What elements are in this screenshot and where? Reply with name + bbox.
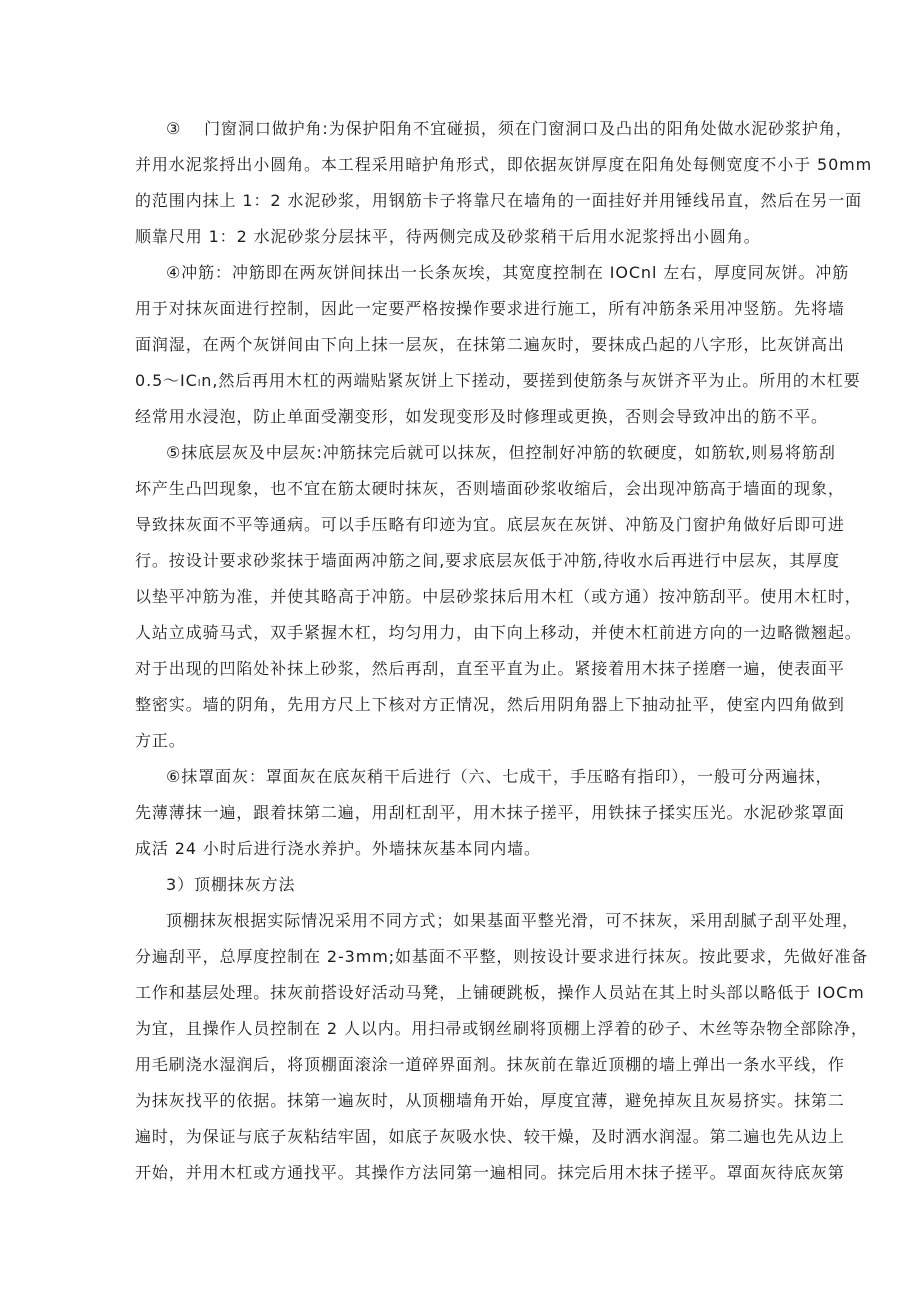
text-line: ③ 门窗洞口做护角:为保护阳角不宜碰损，须在门窗洞口及凸出的阳角处做水泥砂浆护角， (166, 119, 853, 138)
text-line: 用于对抹灰面进行控制，因此一定要严格按操作要求进行施工，所有冲筋条采用冲竖筋。先将墙 (135, 299, 845, 318)
text-line: 遍时，为保证与底子灰粘结牢固，如底子灰吸水快、较干燥，及时洒水润湿。第二遍也先从边上 (135, 1127, 845, 1146)
text-line: 人站立成骑马式，双手紧握木杠，均匀用力，由下向上移动，并使木杠前进方向的一边略微翘起。 (135, 623, 862, 642)
text-line: 顺靠尺用 1：2 水泥砂浆分层抹平，待两侧完成及砂浆稍干后用水泥浆捋出小圆角。 (135, 227, 761, 246)
text-line: ⑥抹罩面灰：罩面灰在底灰稍干后进行（六、七成干，手压略有指印），一般可分两遍抹， (166, 767, 833, 786)
text-line: 开始，并用木杠或方通找平。其操作方法同第一遍相同。抹完后用木抹子搓平。罩面灰待底灰第 (135, 1163, 845, 1182)
text-line: 用毛刷浇水湿润后，将顶棚面滚涂一道碎界面剂。抹灰前在靠近顶棚的墙上弹出一条水平线，作 (135, 1055, 845, 1074)
text-line: 面润湿，在两个灰饼间由下向上抹一层灰，在抹第二遍灰时，要抹成凸起的八字形，比灰饼高出 (135, 335, 845, 354)
text-line: 为抹灰找平的依据。抹第一遍灰时，从顶棚墙角开始，厚度宜薄，避免掉灰且灰易挤实。抹第二 (135, 1091, 845, 1110)
text-line: 行。按设计要求砂浆抹于墙面两冲筋之间,要求底层灰低于冲筋,待收水后再进行中层灰，其厚度 (135, 551, 840, 570)
text-line: 整密实。墙的阴角，先用方尺上下核对方正情况，然后用阴角器上下抽动扯平，使室内四角做到 (135, 695, 845, 714)
text-line: 先薄薄抹一遍，跟着抹第二遍，用刮杠刮平，用木抹子搓平，用铁抹子揉实压光。水泥砂浆罩面 (135, 803, 845, 822)
text-line: 0.5〜ICₗn,然后再用木杠的两端贴紧灰饼上下搓动，要搓到使筋条与灰饼齐平为止。所用的木杠要 (135, 371, 861, 390)
text-line: 导致抹灰面不平等通病。可以手压略有印迹为宜。底层灰在灰饼、冲筋及门窗护角做好后即可进 (135, 515, 845, 534)
heading-text: 3）顶棚抹灰方法 (166, 875, 296, 894)
text-line: 成活 24 小时后进行浇水养护。外墙抹灰基本同内墙。 (135, 839, 541, 858)
text-line: ④冲筋：冲筋即在两灰饼间抹出一长条灰埃，其宽度控制在 IOCnl 左右，厚度同灰饼。冲筋 (166, 263, 850, 282)
text-line: 坏产生凸凹现象，也不宜在筋太硬时抹灰，否则墙面砂浆收缩后，会出现冲筋高于墙面的现象， (135, 479, 845, 498)
text-line: 以垫平冲筋为准，并使其略高于冲筋。中层砂浆抹后用木杠（或方通）按冲筋刮平。使用木杠时， (135, 587, 862, 606)
text-line: ⑤抹底层灰及中层灰:冲筋抹完后就可以抹灰，但控制好冲筋的软硬度，如筋软,则易将筋刮 (166, 443, 836, 462)
text-line: 对于出现的凹陷处补抹上砂浆，然后再刮，直至平直为止。紧接着用木抹子搓磨一遍，使表面平 (135, 659, 845, 678)
text-line: 的范围内抹上 1：2 水泥砂浆，用钢筋卡子将靠尺在墙角的一面挂好并用锤线吊直，然后在另一面 (135, 191, 863, 210)
text-line: 并用水泥浆捋出小圆角。本工程采用暗护角形式，即依据灰饼厚度在阳角处每侧宽度不小于 50mm (135, 155, 873, 174)
text-line: 经常用水浸泡，防止单面受潮变形，如发现变形及时修理或更换，否则会导致冲出的筋不平。 (135, 407, 828, 426)
text-line: 分遍刮平，总厚度控制在 2-3mm;如基面不平整，则按设计要求进行抹灰。按此要求，先做好准备 (135, 947, 869, 966)
text-line: 工作和基层处理。抹灰前搭设好活动马凳，上铺硬跳板，操作人员站在其上时头部以略低于 IOCm (135, 983, 865, 1002)
text-line: 为宜，且操作人员控制在 2 人以内。用扫帚或钢丝刷将顶棚上浮着的砂子、木丝等杂物全部除净， (135, 1019, 868, 1038)
text-line: 顶棚抹灰根据实际情况采用不同方式；如果基面平整光滑，可不抹灰，采用刮腻子刮平处理， (166, 911, 859, 930)
text-line: 方正。 (135, 731, 186, 750)
